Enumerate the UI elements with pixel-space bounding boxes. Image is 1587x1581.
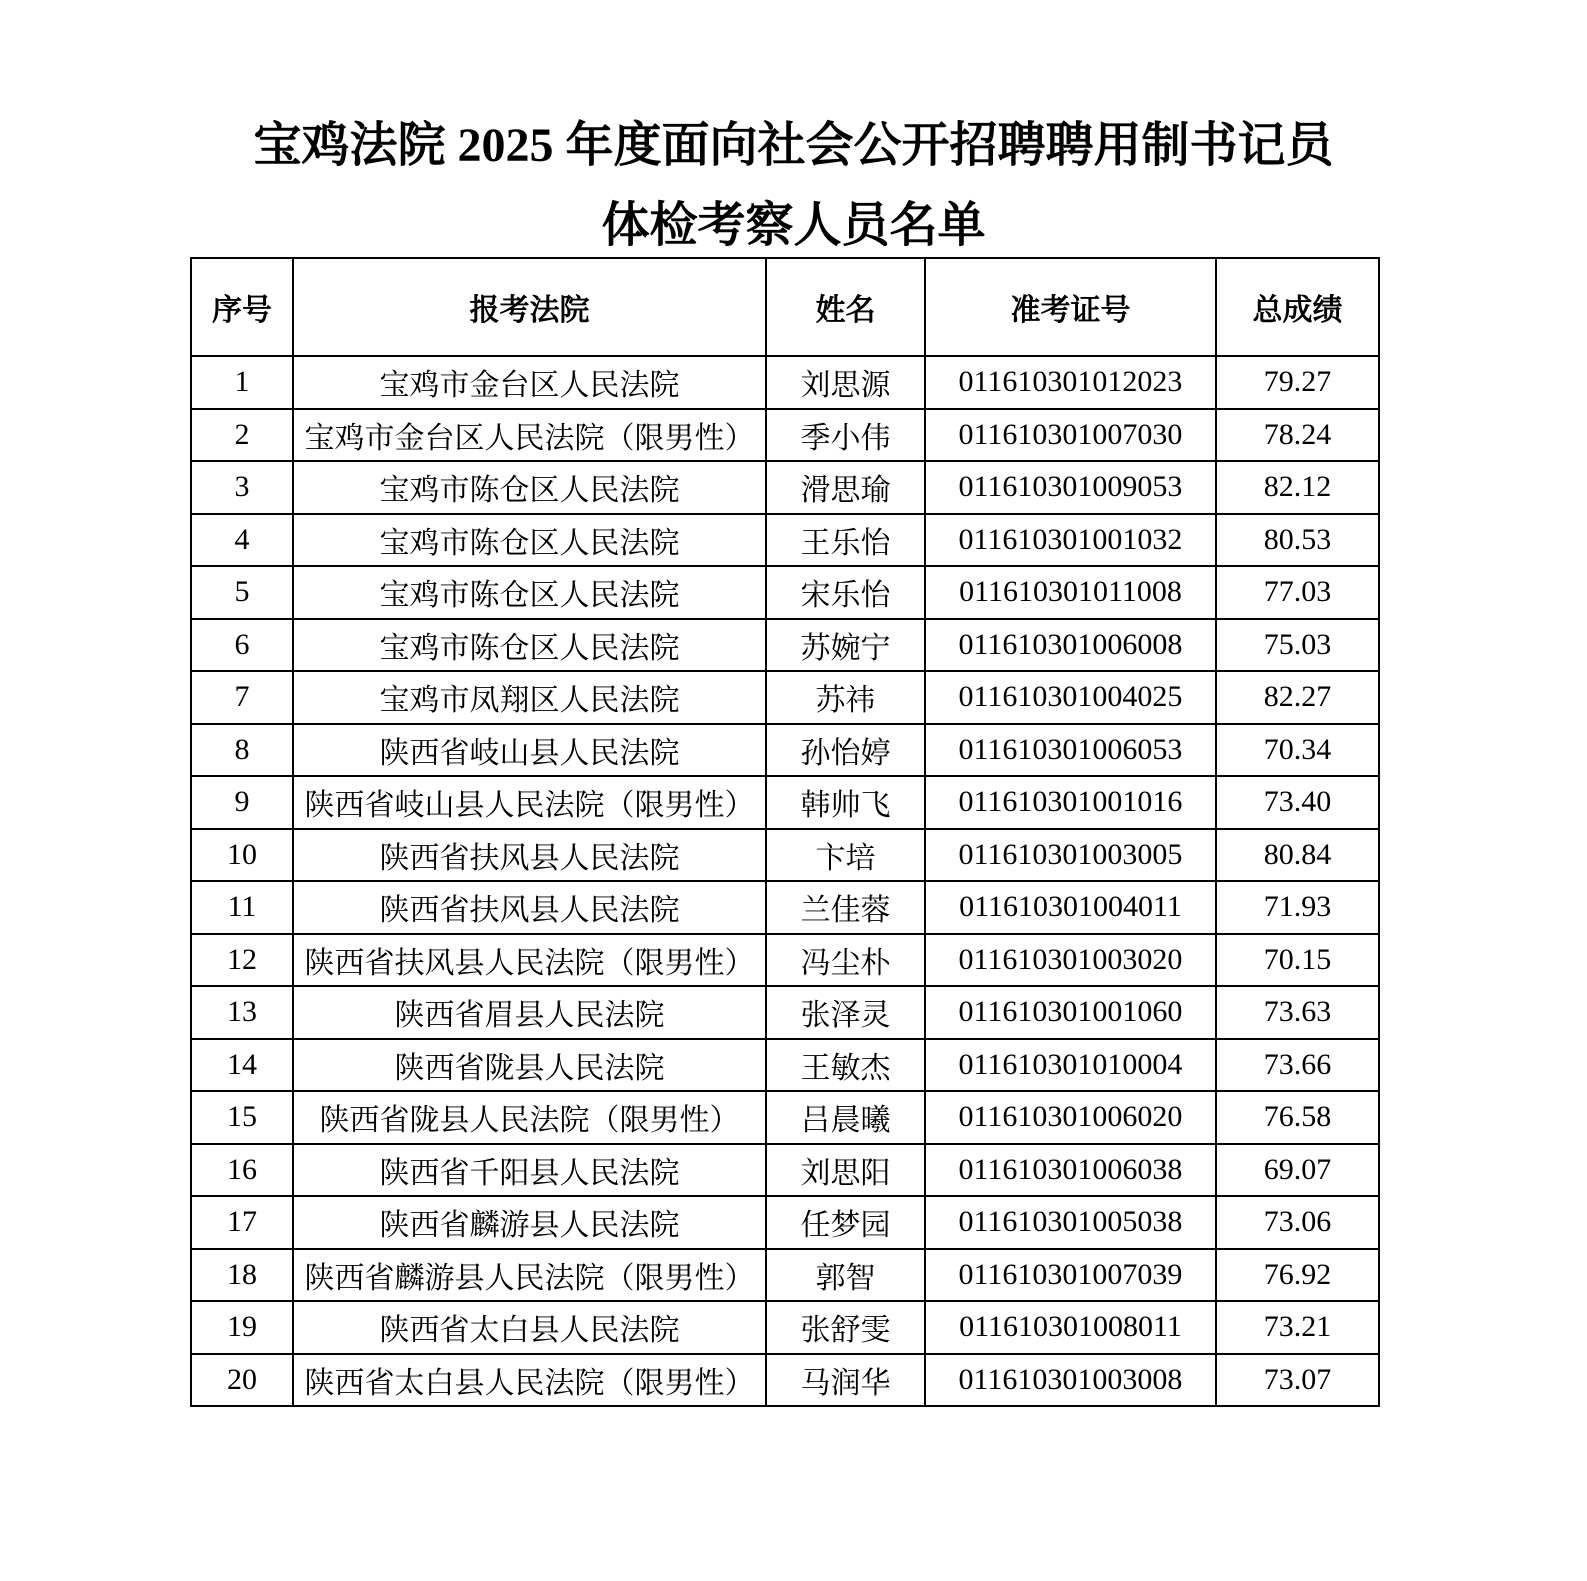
table-row [191,986,1379,1039]
cell-ticket-number: 011610301006008 [925,619,1216,672]
cell-total-score: 77.03 [1216,566,1379,619]
cell-name: 孙怡婷 [766,724,925,777]
cell-name: 郭智 [766,1249,925,1302]
cell-applied-court: 陕西省麟游县人民法院（限男性） [293,1249,766,1302]
cell-serial-number: 17 [191,1196,293,1249]
table-row [191,881,1379,934]
table-row [191,934,1379,987]
cell-ticket-number: 011610301004011 [925,881,1216,934]
cell-serial-number: 10 [191,829,293,882]
cell-name: 宋乐怡 [766,566,925,619]
cell-name: 张泽灵 [766,986,925,1039]
cell-serial-number: 13 [191,986,293,1039]
cell-name: 苏婉宁 [766,619,925,672]
cell-total-score: 80.84 [1216,829,1379,882]
cell-total-score: 76.92 [1216,1249,1379,1302]
cell-ticket-number: 011610301001016 [925,776,1216,829]
header-applied-court: 报考法院 [293,258,766,356]
cell-name: 兰佳蓉 [766,881,925,934]
cell-serial-number: 11 [191,881,293,934]
document-title-line2: 体检考察人员名单 [601,199,986,252]
table-row [191,409,1379,462]
table-row [191,1249,1379,1302]
table-row [191,829,1379,882]
cell-serial-number: 18 [191,1249,293,1302]
cell-name: 张舒雯 [766,1301,925,1354]
cell-ticket-number: 011610301004025 [925,671,1216,724]
table-row [191,724,1379,777]
table-row [191,356,1379,409]
cell-serial-number: 6 [191,619,293,672]
header-name: 姓名 [766,258,925,356]
cell-applied-court: 宝鸡市金台区人民法院 [293,356,766,409]
cell-total-score: 70.34 [1216,724,1379,777]
cell-ticket-number: 011610301006038 [925,1144,1216,1197]
table-row [191,1301,1379,1354]
table-row [191,1144,1379,1197]
cell-total-score: 73.40 [1216,776,1379,829]
header-ticket-number: 准考证号 [925,258,1216,356]
cell-serial-number: 7 [191,671,293,724]
cell-applied-court: 宝鸡市金台区人民法院（限男性） [293,409,766,462]
table-row [191,1354,1379,1407]
table-row [191,514,1379,567]
table-row [191,776,1379,829]
table-row [191,619,1379,672]
cell-serial-number: 16 [191,1144,293,1197]
cell-total-score: 73.63 [1216,986,1379,1039]
cell-name: 王敏杰 [766,1039,925,1092]
cell-serial-number: 2 [191,409,293,462]
cell-total-score: 70.15 [1216,934,1379,987]
cell-total-score: 78.24 [1216,409,1379,462]
cell-total-score: 82.27 [1216,671,1379,724]
table-row [191,1039,1379,1092]
cell-ticket-number: 011610301003005 [925,829,1216,882]
cell-total-score: 80.53 [1216,514,1379,567]
table-row [191,461,1379,514]
cell-ticket-number: 011610301003020 [925,934,1216,987]
cell-name: 任梦园 [766,1196,925,1249]
cell-name: 滑思瑜 [766,461,925,514]
cell-serial-number: 8 [191,724,293,777]
cell-total-score: 73.21 [1216,1301,1379,1354]
cell-ticket-number: 011610301005038 [925,1196,1216,1249]
header-serial-number: 序号 [191,258,293,356]
table-row [191,671,1379,724]
table-header [191,258,1379,356]
cell-name: 卞培 [766,829,925,882]
cell-name: 韩帅飞 [766,776,925,829]
cell-name: 刘思源 [766,356,925,409]
cell-total-score: 73.07 [1216,1354,1379,1407]
cell-ticket-number: 011610301001032 [925,514,1216,567]
cell-ticket-number: 011610301007039 [925,1249,1216,1302]
table-row [191,1091,1379,1144]
cell-total-score: 73.06 [1216,1196,1379,1249]
table-row [191,566,1379,619]
cell-ticket-number: 011610301001060 [925,986,1216,1039]
cell-name: 冯尘朴 [766,934,925,987]
cell-applied-court: 宝鸡市凤翔区人民法院 [293,671,766,724]
cell-ticket-number: 011610301010004 [925,1039,1216,1092]
cell-name: 刘思阳 [766,1144,925,1197]
cell-total-score: 76.58 [1216,1091,1379,1144]
cell-applied-court: 陕西省太白县人民法院 [293,1301,766,1354]
cell-applied-court: 宝鸡市陈仓区人民法院 [293,619,766,672]
cell-serial-number: 3 [191,461,293,514]
cell-name: 马润华 [766,1354,925,1407]
cell-serial-number: 1 [191,356,293,409]
cell-applied-court: 陕西省太白县人民法院（限男性） [293,1354,766,1407]
cell-applied-court: 陕西省陇县人民法院（限男性） [293,1091,766,1144]
cell-applied-court: 陕西省陇县人民法院 [293,1039,766,1092]
cell-ticket-number: 011610301006053 [925,724,1216,777]
cell-serial-number: 15 [191,1091,293,1144]
table-header-row [191,258,1379,356]
cell-name: 苏祎 [766,671,925,724]
cell-ticket-number: 011610301012023 [925,356,1216,409]
cell-serial-number: 19 [191,1301,293,1354]
cell-applied-court: 陕西省岐山县人民法院（限男性） [293,776,766,829]
cell-serial-number: 14 [191,1039,293,1092]
cell-ticket-number: 011610301007030 [925,409,1216,462]
cell-total-score: 73.66 [1216,1039,1379,1092]
cell-serial-number: 9 [191,776,293,829]
table-body [191,356,1379,1406]
cell-total-score: 71.93 [1216,881,1379,934]
cell-ticket-number: 011610301009053 [925,461,1216,514]
candidate-table [190,257,1380,1407]
table-row [191,1196,1379,1249]
cell-serial-number: 12 [191,934,293,987]
cell-ticket-number: 011610301006020 [925,1091,1216,1144]
cell-ticket-number: 011610301008011 [925,1301,1216,1354]
cell-applied-court: 陕西省千阳县人民法院 [293,1144,766,1197]
cell-applied-court: 宝鸡市陈仓区人民法院 [293,566,766,619]
cell-serial-number: 4 [191,514,293,567]
cell-total-score: 82.12 [1216,461,1379,514]
cell-serial-number: 20 [191,1354,293,1407]
document-title-line1: 宝鸡法院 2025 年度面向社会公开招聘聘用制书记员 [253,119,1334,172]
cell-total-score: 75.03 [1216,619,1379,672]
cell-serial-number: 5 [191,566,293,619]
cell-ticket-number: 011610301011008 [925,566,1216,619]
cell-applied-court: 陕西省扶风县人民法院（限男性） [293,934,766,987]
cell-applied-court: 陕西省扶风县人民法院 [293,829,766,882]
cell-ticket-number: 011610301003008 [925,1354,1216,1407]
cell-total-score: 69.07 [1216,1144,1379,1197]
cell-applied-court: 宝鸡市陈仓区人民法院 [293,461,766,514]
header-total-score: 总成绩 [1216,258,1379,356]
cell-total-score: 79.27 [1216,356,1379,409]
cell-name: 王乐怡 [766,514,925,567]
cell-name: 吕晨曦 [766,1091,925,1144]
cell-applied-court: 陕西省扶风县人民法院 [293,881,766,934]
cell-name: 季小伟 [766,409,925,462]
cell-applied-court: 陕西省麟游县人民法院 [293,1196,766,1249]
cell-applied-court: 陕西省岐山县人民法院 [293,724,766,777]
cell-applied-court: 陕西省眉县人民法院 [293,986,766,1039]
cell-applied-court: 宝鸡市陈仓区人民法院 [293,514,766,567]
